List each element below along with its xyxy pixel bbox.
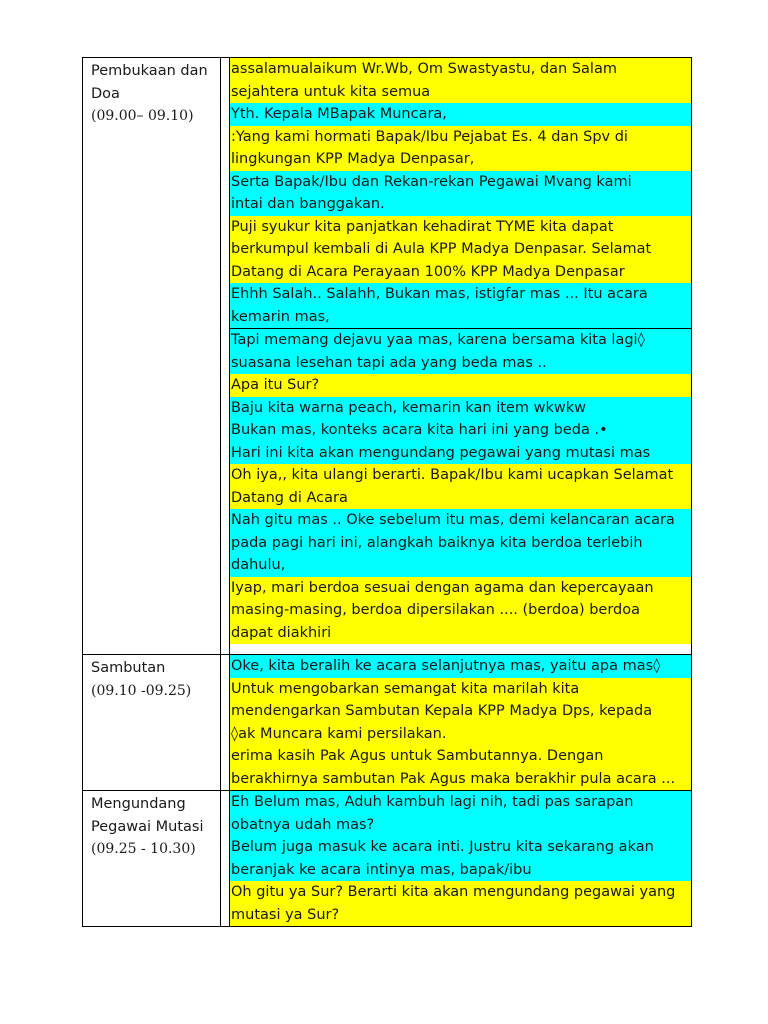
script-cell [230,791,691,926]
script-line: Bukan mas, konteks acara kita hari ini yang beda .• [230,419,691,442]
script-line: erima kasih Pak Agus untuk Sambutannya. Dengan [230,745,691,768]
session-label: Pembukaan dan [91,63,208,79]
script-line: Apa itu Sur? [230,374,691,397]
script-line: lingkungan KPP Madya Denpasar, [230,148,691,171]
session-time: (09.00– 09.10) [91,108,194,124]
narrow-cell [221,58,230,654]
session-label: Pegawai Mutasi [91,818,204,835]
session-label: Sambutan [91,660,166,676]
script-line: Tapi memang dejavu yaa mas, karena bersama kita lagi◊ [230,328,691,352]
script-line: Datang di Acara Perayaan 100% KPP Madya Denpasar [230,261,691,284]
script-line: beranjak ke acara intinya mas, bapak/ibu [230,859,691,882]
table-row [83,655,691,791]
table-row [83,58,691,655]
session-label: Doa [91,85,120,102]
narrow-cell [221,791,230,926]
script-line: masing-masing, berdoa dipersilakan .... (berdoa) berdoa [230,599,691,622]
script-cell [230,655,691,790]
script-line: Hari ini kita akan mengundang pegawai yang mutasi mas [230,442,691,465]
script-line: Puji syukur kita panjatkan kehadirat TYME kita dapat [230,216,691,239]
session-label-cell [83,58,221,654]
script-line: Oke, kita beralih ke acara selanjutnya mas, yaitu apa mas◊ [230,655,691,678]
script-line: Oh iya,, kita ulangi berarti. Bapak/Ibu kami ucapkan Selamat [230,464,691,487]
script-line: mutasi ya Sur? [230,904,691,927]
script-line: pada pagi hari ini, alangkah baiknya kita berdoa terlebih [230,532,691,555]
row-spacer [230,644,691,654]
script-line: obatnya udah mas? [230,814,691,837]
script-line: Baju kita warna peach, kemarin kan item wkwkw [230,397,691,420]
script-line: Untuk mengobarkan semangat kita marilah kita [230,678,691,701]
script-line: Iyap, mari berdoa sesuai dengan agama dan kepercayaan [230,577,691,600]
session-time: (09.25 - 10.30) [91,841,196,857]
session-time: (09.10 -09.25) [91,682,192,699]
script-line: mendengarkan Sambutan Kepala KPP Madya Dps, kepada [230,700,691,723]
script-line: Datang di Acara [230,487,691,510]
script-line: berakhirnya sambutan Pak Agus maka berakhir pula acara ... [230,768,691,791]
script-line: :Yang kami hormati Bapak/Ibu Pejabat Es. 4 dan Spv di [230,126,691,149]
script-line: dahulu, [230,554,691,577]
script-cell [230,58,691,654]
script-line: Belum juga masuk ke acara inti. Justru kita sekarang akan [230,836,691,859]
session-label-cell [83,791,221,926]
script-line: Ehhh Salah.. Salahh, Bukan mas, istigfar mas ... Itu acara [230,283,691,306]
narrow-cell [221,655,230,790]
script-line: Oh gitu ya Sur? Berarti kita akan mengundang pegawai yang [230,881,691,904]
script-line: suasana lesehan tapi ada yang beda mas .. [230,352,691,375]
table-row [83,791,691,926]
script-line: kemarin mas, [230,306,691,329]
script-line: ◊ak Muncara kami persilakan. [230,723,691,746]
session-label-cell [83,655,221,790]
script-line: intai dan banggakan. [230,193,691,216]
script-line: assalamualaikum Wr.Wb, Om Swastyastu, dan Salam [230,58,691,81]
script-line: berkumpul kembali di Aula KPP Madya Denpasar. Selamat [230,238,691,261]
script-line: dapat diakhiri [230,622,691,645]
script-line: Serta Bapak/Ibu dan Rekan-rekan Pegawai Mvang kami [230,171,691,194]
rundown-table [82,57,692,927]
session-label: Mengundang [91,796,186,812]
script-line: Nah gitu mas .. Oke sebelum itu mas, demi kelancaran acara [230,509,691,532]
script-line: Yth. Kepala MBapak Muncara, [230,103,691,126]
script-line: sejahtera untuk kita semua [230,81,691,104]
script-line: Eh Belum mas, Aduh kambuh lagi nih, tadi pas sarapan [230,791,691,814]
